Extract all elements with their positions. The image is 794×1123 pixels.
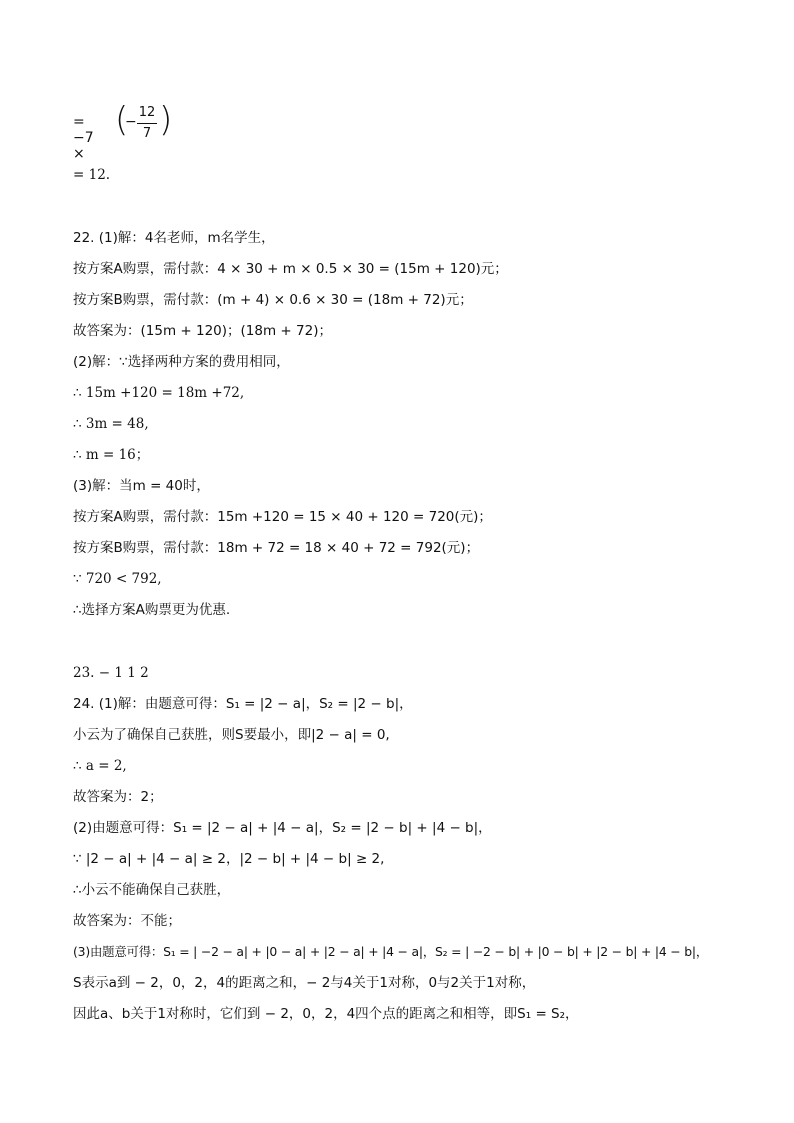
q24-part1-heading: 24. (1)解：由题意可得：S₁ = |2 − a|，S₂ = |2 − b|， <box>73 696 413 712</box>
q22-comparison: ∵ 720 < 792, <box>73 571 162 587</box>
q22-plan-a-total: 按方案A购票，需付款：15m +120 = 15 × 40 + 120 = 720(元)； <box>73 509 492 525</box>
result-line: = 12. <box>73 167 111 183</box>
q24-line-10: S表示a到 − 2，0，2，4的距离之和，− 2与4关于1对称，0与2关于1对称， <box>73 975 536 991</box>
q24-line-3: ∴ a = 2, <box>73 758 127 774</box>
q22-plan-b-total: 按方案B购票，需付款：18m + 72 = 18 × 40 + 72 = 792(元)； <box>73 540 480 556</box>
q22-part2-heading: (2)解：∵选择两种方案的费用相同， <box>73 354 290 370</box>
q24-part3-heading: (3)由题意可得：S₁ = | −2 − a| + |0 − a| + |2 − a| + |4 − a|，S₂ = | −2 − b| + |0 − b| + |2 − b| + |4 − b|， <box>73 944 709 959</box>
q24-line-11: 因此a、b关于1对称时，它们到 − 2，0，2，4四个点的距离之和相等，即S₁ = S₂， <box>73 1006 579 1022</box>
close-paren: ) <box>159 100 173 140</box>
q24-line-6: ∵ |2 − a| + |4 − a| ≥ 2，|2 − b| + |4 − b| ≥ 2, <box>73 851 385 867</box>
q23-answer: 23. − 1 1 2 <box>73 665 149 681</box>
q22-equation-2: ∴ 3m = 48, <box>73 416 149 432</box>
q22-part1-heading: 22. (1)解：4名老师，m名学生， <box>73 230 275 246</box>
q22-part3-heading: (3)解：当m = 40时， <box>73 478 210 494</box>
q22-plan-a-cost: 按方案A购票，需付款：4 × 30 + m × 0.5 × 30 = (15m + 120)元； <box>73 261 508 277</box>
q24-answer-2: 故答案为：不能； <box>73 913 181 929</box>
q22-equation-3: ∴ m = 16； <box>73 447 150 463</box>
q22-answer-1: 故答案为：(15m + 120)；(18m + 72)； <box>73 323 332 339</box>
q24-answer-1: 故答案为：2； <box>73 789 163 805</box>
fraction-minus: − <box>125 114 137 130</box>
q22-equation-1: ∴ 15m +120 = 18m +72, <box>73 385 245 401</box>
fraction-denominator: 7 <box>142 126 152 141</box>
q24-line-7: ∴小云不能确保自己获胜， <box>73 882 231 898</box>
q24-part2-heading: (2)由题意可得：S₁ = |2 − a| + |4 − a|，S₂ = |2 − b| + |4 − b|， <box>73 820 492 836</box>
q22-conclusion: ∴选择方案A购票更为优惠. <box>73 602 231 618</box>
fraction-numerator: 12 <box>138 105 156 120</box>
expression-prefix: = −7 × <box>73 114 94 162</box>
q24-line-2: 小云为了确保自己获胜，则S要最小，即|2 − a| = 0, <box>73 727 390 743</box>
q22-plan-b-cost: 按方案B购票，需付款：(m + 4) × 0.6 × 30 = (18m + 72)元； <box>73 292 473 308</box>
fraction <box>137 104 157 143</box>
open-paren: ( <box>115 100 129 140</box>
fraction-bar <box>137 123 157 124</box>
